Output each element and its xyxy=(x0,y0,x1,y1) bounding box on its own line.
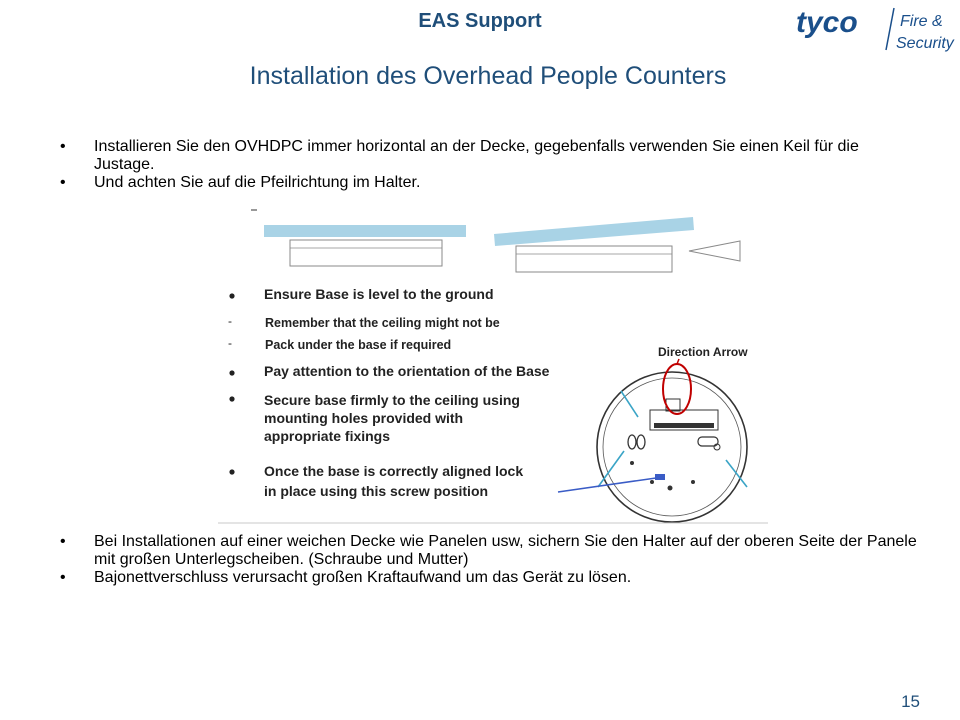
ceiling-tilted xyxy=(494,217,694,246)
logo-sub-fire: Fire & xyxy=(900,13,943,30)
bullet-item: • Bei Installationen auf einer weichen Decke wie Panelen usw, sichern Sie den Halter auf der oberen Seite der Panele mit großen Unterlegscheiben. (Schraube und Mutter) xyxy=(60,533,920,569)
instruction-4b: in place using this screw position xyxy=(264,483,489,499)
instruction-1b: Pack under the base if required xyxy=(265,338,452,352)
instruction-bullet xyxy=(229,396,234,401)
instruction-3c: appropriate fixings xyxy=(264,428,391,444)
bullet-list-bottom xyxy=(60,533,920,587)
slide-title: Installation des Overhead People Counters xyxy=(249,62,727,90)
instruction-1a: Remember that the ceiling might not be xyxy=(265,316,500,330)
logo-sub-security: Security xyxy=(896,35,954,52)
instruction-2: Pay attention to the orientation of the Base xyxy=(264,363,550,379)
instruction-3b: mounting holes provided with xyxy=(264,410,464,426)
bullet-item: • Bajonettverschluss verursacht großen Kraftaufwand um das Gerät zu lösen. xyxy=(60,569,920,587)
instruction-bullet xyxy=(229,370,234,375)
header-title: EAS Support xyxy=(418,10,542,32)
base-diagram xyxy=(597,372,747,522)
instruction-dash: - xyxy=(228,314,232,328)
base-tilted xyxy=(516,246,672,272)
instruction-1: Ensure Base is level to the ground xyxy=(264,286,494,302)
direction-arrow-label: Direction Arrow xyxy=(658,345,748,359)
ceiling-level xyxy=(264,225,466,237)
instruction-bullet xyxy=(229,293,234,298)
bullet-item: • Installieren Sie den OVHDPC immer horizontal an der Decke, gegebenfalls verwenden Sie einen Keil für die Justage. xyxy=(60,138,920,174)
page-number: 15 xyxy=(901,692,920,711)
wedge-icon xyxy=(689,241,740,261)
logo-wordmark: tyco xyxy=(796,6,858,39)
bullet-item: • Und achten Sie auf die Pfeilrichtung im Halter. xyxy=(60,174,920,192)
base-level xyxy=(290,240,442,266)
instruction-3: Secure base firmly to the ceiling using xyxy=(264,392,520,408)
instruction-bullet xyxy=(229,469,234,474)
instruction-4: Once the base is correctly aligned lock xyxy=(264,463,524,479)
instruction-dash: - xyxy=(228,336,232,350)
